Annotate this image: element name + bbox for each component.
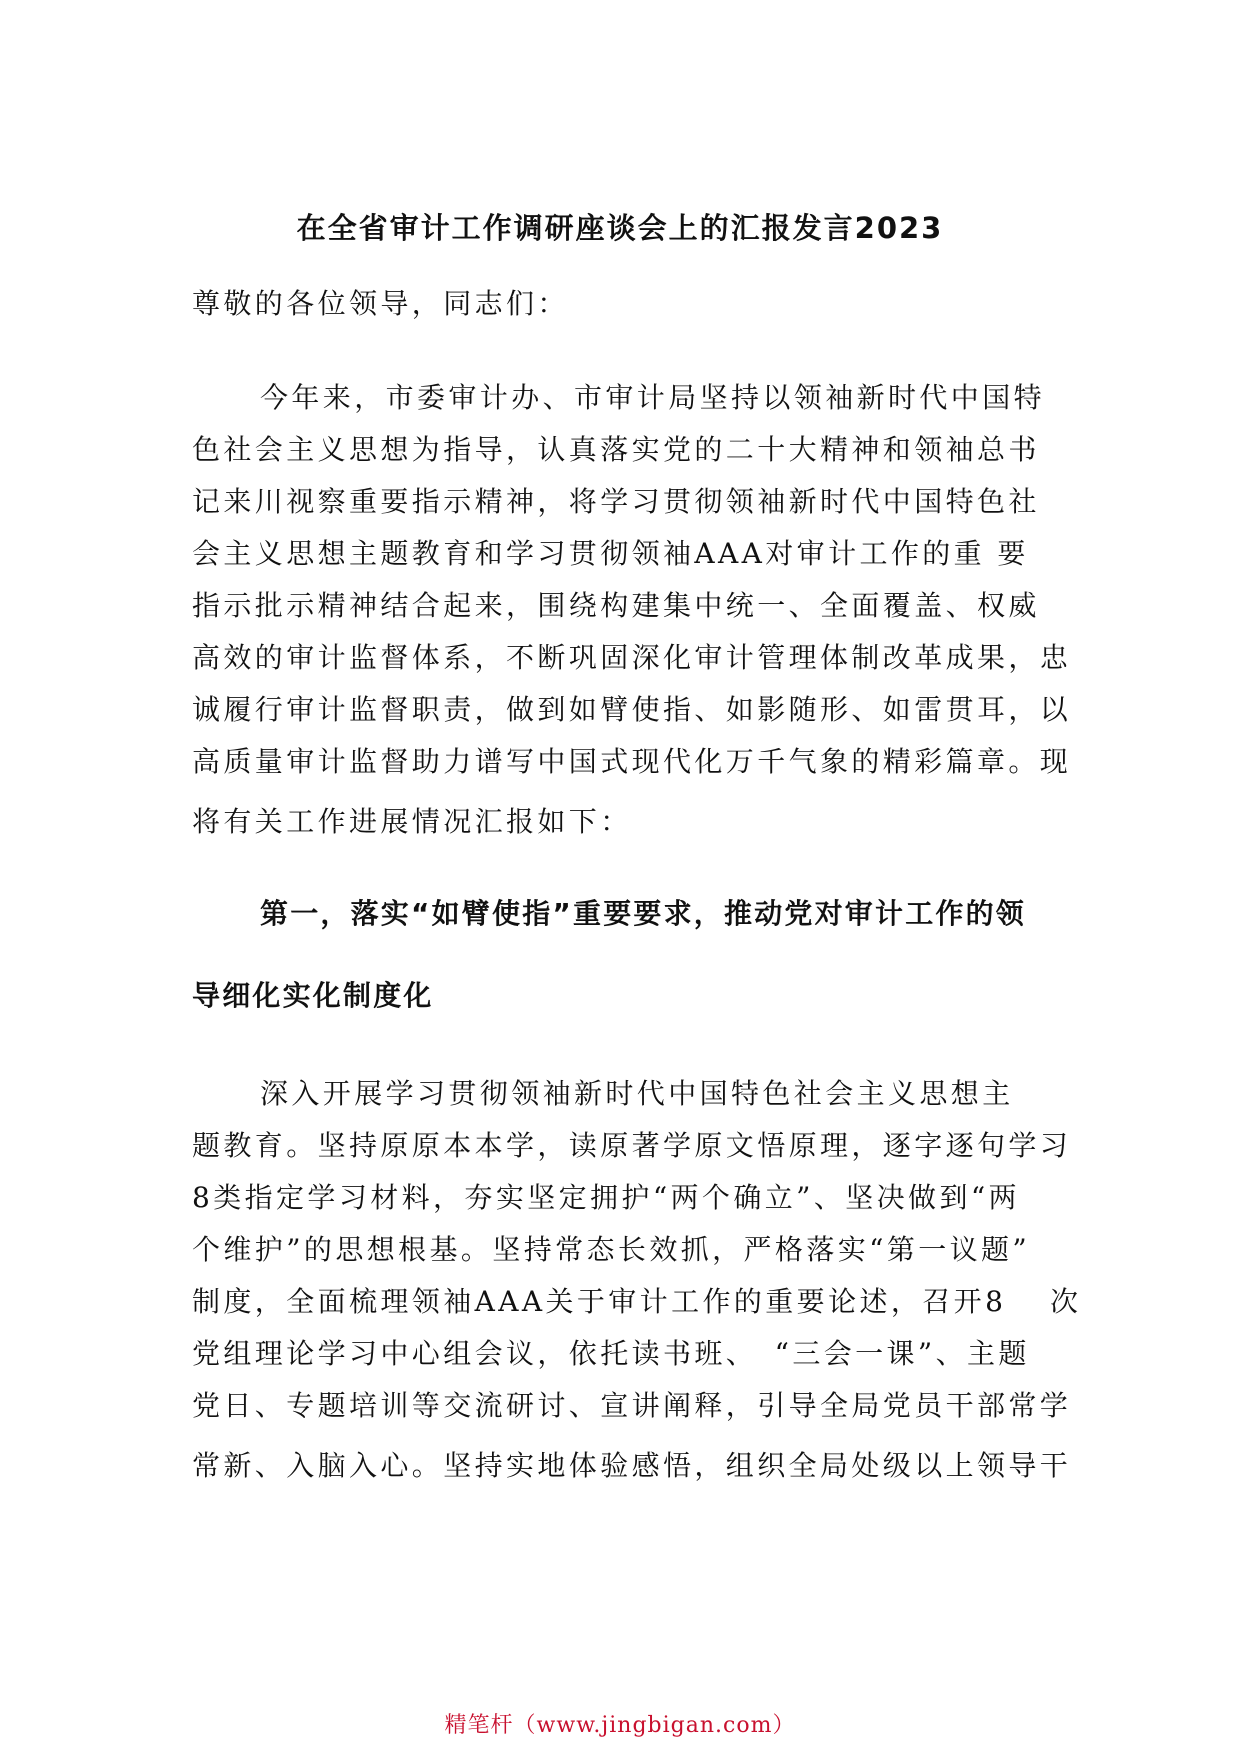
footer-watermark[interactable]: 精笔杆（www.jingbigan.com） <box>444 1713 796 1738</box>
paragraph-line: 指示批示精神结合起来，围绕构建集中统一、全面覆盖、权威 <box>192 589 1040 622</box>
paragraph-line: 深入开展学习贯彻领袖新时代中国特色社会主义思想主 <box>260 1077 1014 1110</box>
paragraph-line: 诚履行审计监督职责，做到如臂使指、如影随形、如雷贯耳，以 <box>192 693 1072 726</box>
paragraph-line: 高效的审计监督体系，不断巩固深化审计管理体制改革成果，忠 <box>192 641 1072 674</box>
section-heading-line: 第一，落实“如臂使指”重要要求，推动党对审计工作的领 <box>260 897 1027 930</box>
paragraph-line: 色社会主义思想为指导，认真落实党的二十大精神和领袖总书 <box>192 433 1040 466</box>
paragraph-line: 8类指定学习材料，夯实坚定拥护“两个确立”、坚决做到“两 <box>192 1181 1020 1214</box>
paragraph-line: 今年来，市委审计办、市审计局坚持以领袖新时代中国特 <box>260 381 1046 414</box>
paragraph-line: 党日、专题培训等交流研讨、宣讲阐释，引导全局党员干部常学 <box>192 1389 1072 1422</box>
salutation: 尊敬的各位领导，同志们： <box>192 287 569 320</box>
paragraph-line: 将有关工作进展情况汇报如下： <box>192 805 632 838</box>
paragraph-line: 党组理论学习中心组会议，依托读书班、 “三会一课”、主题 <box>192 1337 1030 1370</box>
paragraph-line: 制度，全面梳理领袖AAA关于审计工作的重要论述，召开8 次 <box>192 1285 1082 1318</box>
paragraph-line: 常新、入脑入心。坚持实地体验感悟，组织全局处级以上领导干 <box>192 1449 1072 1482</box>
paragraph-line: 记来川视察重要指示精神，将学习贯彻领袖新时代中国特色社 <box>192 485 1040 518</box>
document-title: 在全省审计工作调研座谈会上的汇报发言2023 <box>296 211 944 245</box>
paragraph-line: 会主义思想主题教育和学习贯彻领袖AAA对审计工作的重 要 <box>192 537 1029 570</box>
section-heading-line: 导细化实化制度化 <box>192 979 434 1012</box>
paragraph-line: 高质量审计监督助力谱写中国式现代化万千气象的精彩篇章。现 <box>192 745 1072 778</box>
paragraph-line: 题教育。坚持原原本本学，读原著学原文悟原理，逐字逐句学习 <box>192 1129 1072 1162</box>
paragraph-line: 个维护”的思想根基。坚持常态长效抓，严格落实“第一议题” <box>192 1233 1031 1266</box>
